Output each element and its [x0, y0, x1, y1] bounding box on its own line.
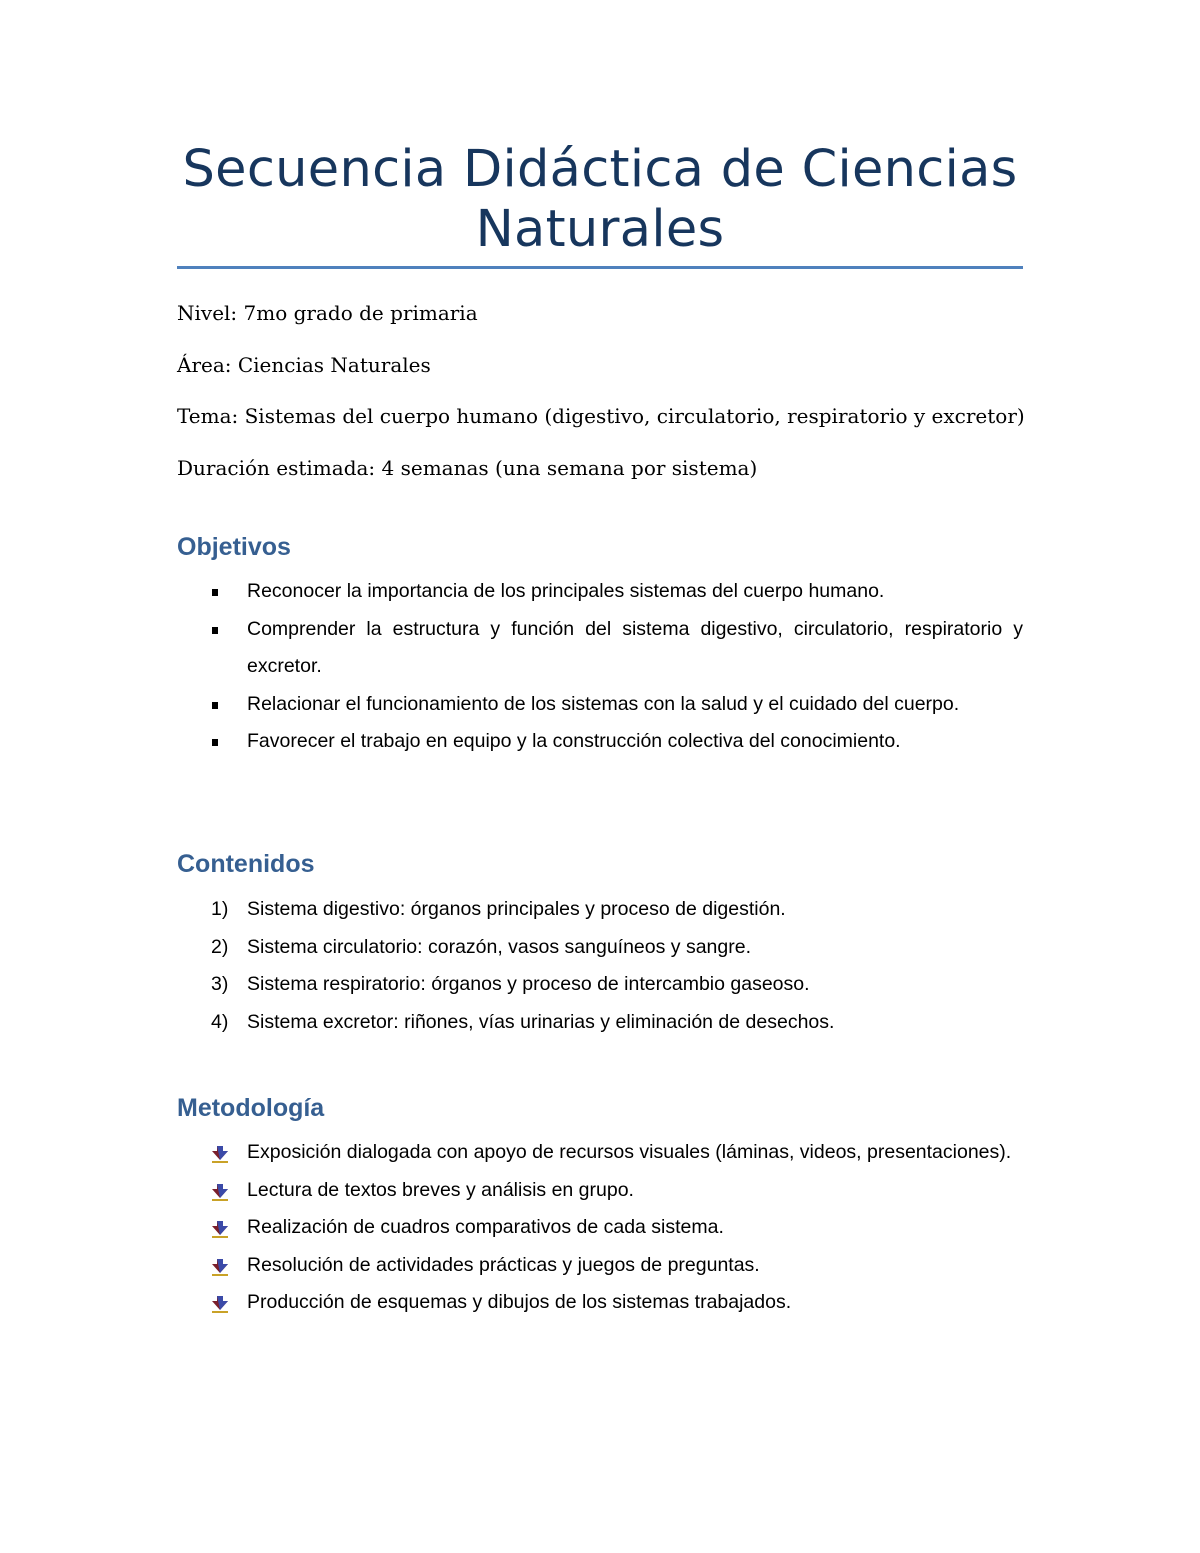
objetivo-text: Favorecer el trabajo en equipo y la construcción colectiva del conocimiento. — [247, 730, 901, 752]
list-item — [177, 966, 1023, 1004]
heading-contenidos: Contenidos — [177, 850, 315, 878]
down-arrow-bullet-icon — [210, 1183, 230, 1201]
title-underline — [177, 266, 1023, 269]
item-number: 4) — [211, 1010, 229, 1033]
down-arrow-bullet-icon — [210, 1145, 230, 1163]
contenido-text: Sistema circulatorio: corazón, vasos sanguíneos y sangre. — [247, 935, 752, 958]
contenido-text: Sistema digestivo: órganos principales y proceso de digestión. — [247, 898, 786, 920]
list-item — [177, 1004, 1023, 1042]
document-info — [177, 300, 1023, 506]
list-item — [177, 1247, 1023, 1285]
objetivo-text: Comprender la estructura y función del sistema digestivo, circulatorio, respiratorio y excretor. — [247, 617, 1023, 677]
metodologia-text: Realización de cuadros comparativos de cada sistema. — [247, 1216, 724, 1238]
down-arrow-bullet-icon — [210, 1295, 230, 1313]
objetivos-list — [177, 573, 1023, 761]
list-item — [177, 1134, 1023, 1172]
square-bullet-icon — [212, 589, 218, 596]
info-duracion: Duración estimada: 4 semanas (una semana por sistema) — [177, 455, 758, 480]
metodologia-text: Resolución de actividades prácticas y juegos de preguntas. — [247, 1253, 760, 1276]
info-area: Área: Ciencias Naturales — [177, 352, 431, 377]
heading-metodologia: Metodología — [177, 1094, 325, 1122]
metodologia-text: Exposición dialogada con apoyo de recursos visuales (láminas, videos, presentaciones). — [247, 1141, 1012, 1163]
contenido-text: Sistema excretor: riñones, vías urinarias y eliminación de desechos. — [247, 1010, 835, 1033]
list-item — [177, 891, 1023, 929]
item-number: 1) — [211, 898, 229, 920]
metodologia-text: Lectura de textos breves y análisis en grupo. — [247, 1178, 634, 1201]
down-arrow-bullet-icon — [210, 1258, 230, 1276]
contenido-text: Sistema respiratorio: órganos y proceso de intercambio gaseoso. — [247, 973, 810, 995]
info-tema: Tema: Sistemas del cuerpo humano (digestivo, circulatorio, respiratorio y excretor) — [177, 404, 1025, 428]
list-item — [177, 573, 1023, 611]
square-bullet-icon — [212, 739, 218, 746]
list-item — [177, 686, 1023, 724]
heading-objetivos: Objetivos — [177, 533, 291, 561]
objetivo-text: Reconocer la importancia de los principales sistemas del cuerpo humano. — [247, 580, 885, 602]
list-item — [177, 929, 1023, 967]
list-item — [177, 723, 1023, 761]
square-bullet-icon — [212, 627, 218, 634]
list-item — [177, 1172, 1023, 1210]
item-number: 3) — [211, 973, 229, 995]
list-item — [177, 611, 1023, 686]
contenidos-list — [177, 891, 1023, 1041]
document-title: Secuencia Didáctica de Ciencias Naturales — [182, 140, 1018, 259]
down-arrow-bullet-icon — [210, 1220, 230, 1238]
objetivo-text: Relacionar el funcionamiento de los sistemas con la salud y el cuidado del cuerpo. — [247, 692, 960, 715]
list-item — [177, 1284, 1023, 1322]
metodologia-list — [177, 1134, 1023, 1322]
square-bullet-icon — [212, 702, 218, 709]
list-item — [177, 1209, 1023, 1247]
info-nivel: Nivel: 7mo grado de primaria — [177, 301, 478, 325]
metodologia-text: Producción de esquemas y dibujos de los sistemas trabajados. — [247, 1291, 792, 1313]
item-number: 2) — [211, 935, 229, 958]
